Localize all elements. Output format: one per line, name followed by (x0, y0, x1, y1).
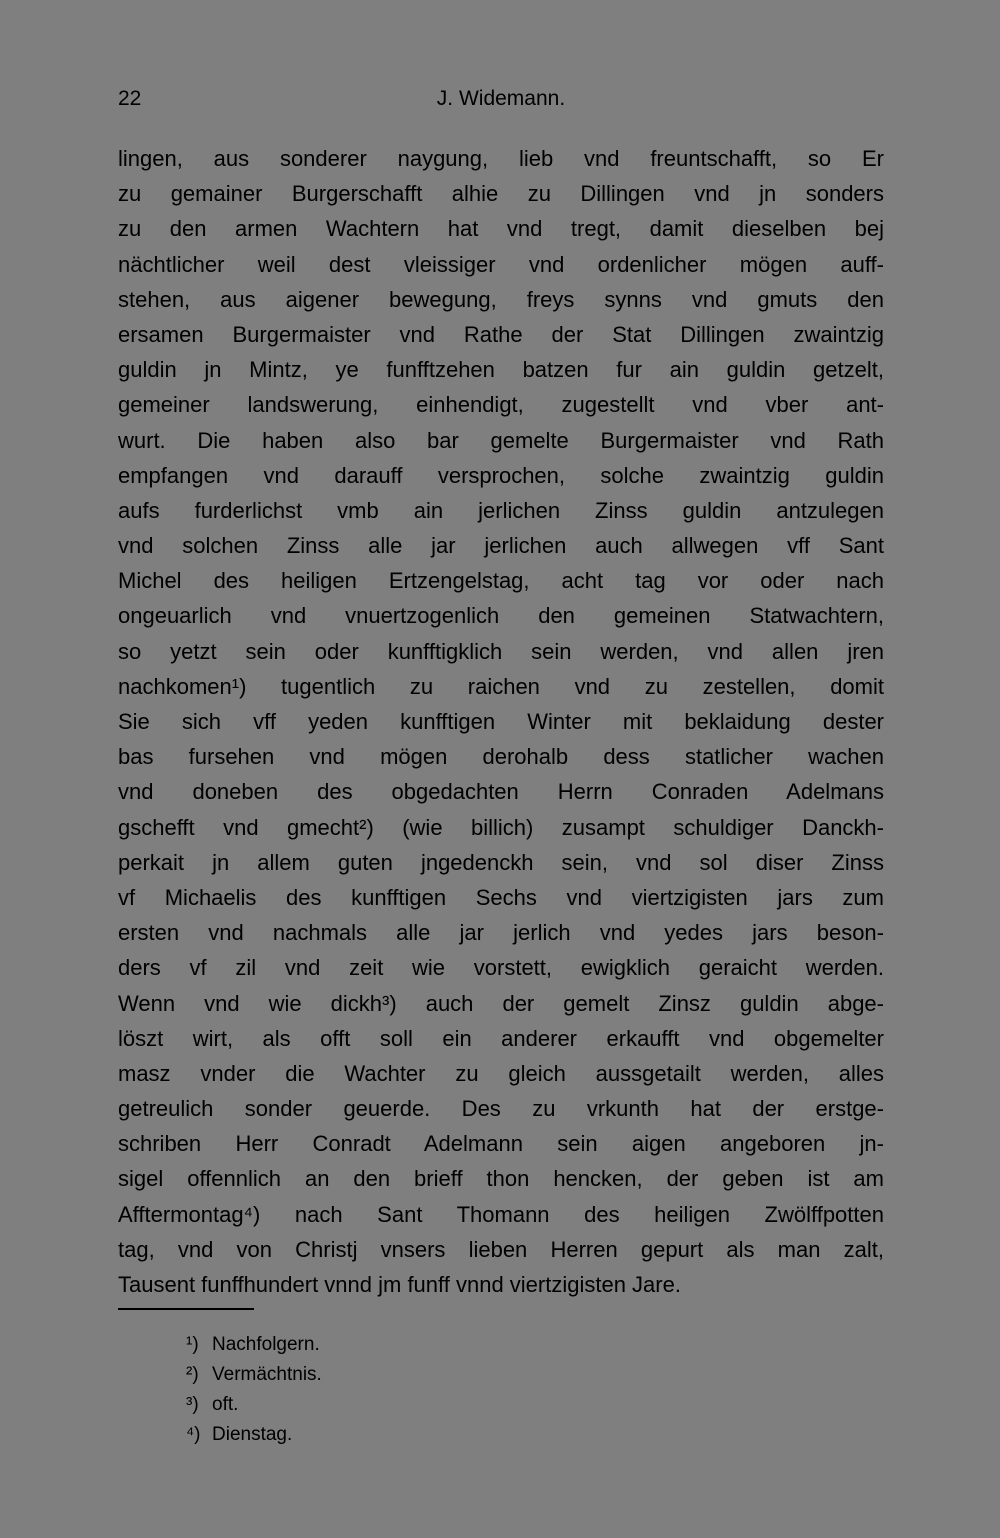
text-line: ersten vnd nachmals alle jar jerlich vnd yedes jars beson- (118, 920, 884, 946)
text-line: vnd doneben des obgedachten Herrn Conraden Adelmans (118, 779, 884, 805)
text-line: Tausent funffhundert vnnd jm funff vnnd viertzigisten Jare. (118, 1272, 681, 1297)
text-line: vnd solchen Zinss alle jar jerlichen auch allwegen vff Sant (118, 533, 884, 559)
footnote-mark: ⁴) (186, 1424, 201, 1445)
text-line: tag, vnd von Christj vnsers lieben Herren gepurt als man zalt, (118, 1236, 884, 1262)
text-line: so yetzt sein oder kunfftigklich sein werden, vnd allen jren (118, 638, 884, 664)
text-line: schriben Herr Conradt Adelmann sein aigen angeboren jn- (118, 1131, 884, 1157)
text-line: Wenn vnd wie dickh³) auch der gemelt Zinsz guldin abge- (118, 990, 884, 1016)
text-line: bas fursehen vnd mögen derohalb dess statlicher wachen (118, 744, 884, 770)
text-line: nächtlicher weil dest vleissiger vnd ordenlicher mögen auff- (118, 251, 884, 277)
text-line: lingen, aus sonderer naygung, lieb vnd freuntschafft, so Er (118, 146, 884, 171)
text-line: Michel des heiligen Ertzengelstag, acht tag vor oder nach (118, 568, 884, 594)
text-line: ongeuarlich vnd vnuertzogenlich den gemeinen Statwachtern, (118, 603, 884, 629)
footnote-text: oft. (212, 1394, 239, 1415)
text-line: guldin jn Mintz, ye funfftzehen batzen fur ain guldin getzelt, (118, 357, 884, 383)
text-line: gemeiner landswerung, einhendigt, zugestellt vnd vber ant- (118, 392, 884, 418)
text-line: nachkomen¹) tugentlich zu raichen vnd zu zestellen, domit (118, 673, 884, 699)
text-line: Sie sich vff yeden kunfftigen Winter mit beklaidung dester (118, 709, 884, 734)
text-line: wurt. Die haben also bar gemelte Burgermaister vnd Rath (118, 427, 884, 453)
text-line: löszt wirt, als offt soll ein anderer erkaufft vnd obgemelter (118, 1025, 884, 1051)
footnote-mark: ¹) (186, 1334, 199, 1355)
text-line: ersamen Burgermaister vnd Rathe der Stat Dillingen zwaintzig (118, 321, 884, 347)
footnote-text: Dienstag. (212, 1424, 293, 1445)
text-line: gschefft vnd gmecht²) (wie billich) zusampt schuldiger Danckh- (118, 814, 884, 840)
footnotes (186, 1330, 686, 1450)
text-line: stehen, aus aigener bewegung, freys synns vnd gmuts den (118, 286, 884, 312)
text-line: masz vnder die Wachter zu gleich aussgetailt werden, alles (118, 1060, 884, 1086)
footnote-text: Nachfolgern. (212, 1334, 320, 1355)
footnote-divider (118, 1308, 254, 1310)
text-line: sigel offennlich an den brieff thon hencken, der geben ist am (118, 1166, 884, 1192)
text-line: ders vf zil vnd zeit wie vorstett, ewigklich geraicht werden. (118, 955, 884, 981)
page-header (118, 84, 884, 114)
text-line: vf Michaelis des kunfftigen Sechs vnd viertzigisten jars zum (118, 884, 884, 910)
footnote (186, 1390, 686, 1420)
text-line: Afftermontag⁴) nach Sant Thomann des heiligen Zwölffpotten (118, 1201, 884, 1227)
text-line: zu den armen Wachtern hat vnd tregt, damit dieselben bej (118, 216, 884, 242)
footnote-text: Vermächtnis. (212, 1364, 322, 1385)
text-line: empfangen vnd darauff versprochen, solche zwaintzig guldin (118, 462, 884, 488)
running-title: J. Widemann. (436, 87, 566, 110)
footnote-mark: ³) (186, 1394, 199, 1415)
footnote-mark: ²) (186, 1364, 199, 1385)
text-line: perkait jn allem guten jngedenckh sein, vnd sol diser Zinss (118, 849, 884, 875)
body-text (118, 141, 884, 1302)
footnote (186, 1360, 686, 1390)
text-line: zu gemainer Burgerschafft alhie zu Dillingen vnd jn sonders (118, 181, 884, 207)
page-number: 22 (118, 87, 142, 110)
footnote (186, 1330, 686, 1360)
footnote (186, 1420, 686, 1450)
text-line: getreulich sonder geuerde. Des zu vrkunth hat der erstge- (118, 1096, 884, 1122)
text-line: aufs furderlichst vmb ain jerlichen Zinss guldin antzulegen (118, 497, 884, 523)
